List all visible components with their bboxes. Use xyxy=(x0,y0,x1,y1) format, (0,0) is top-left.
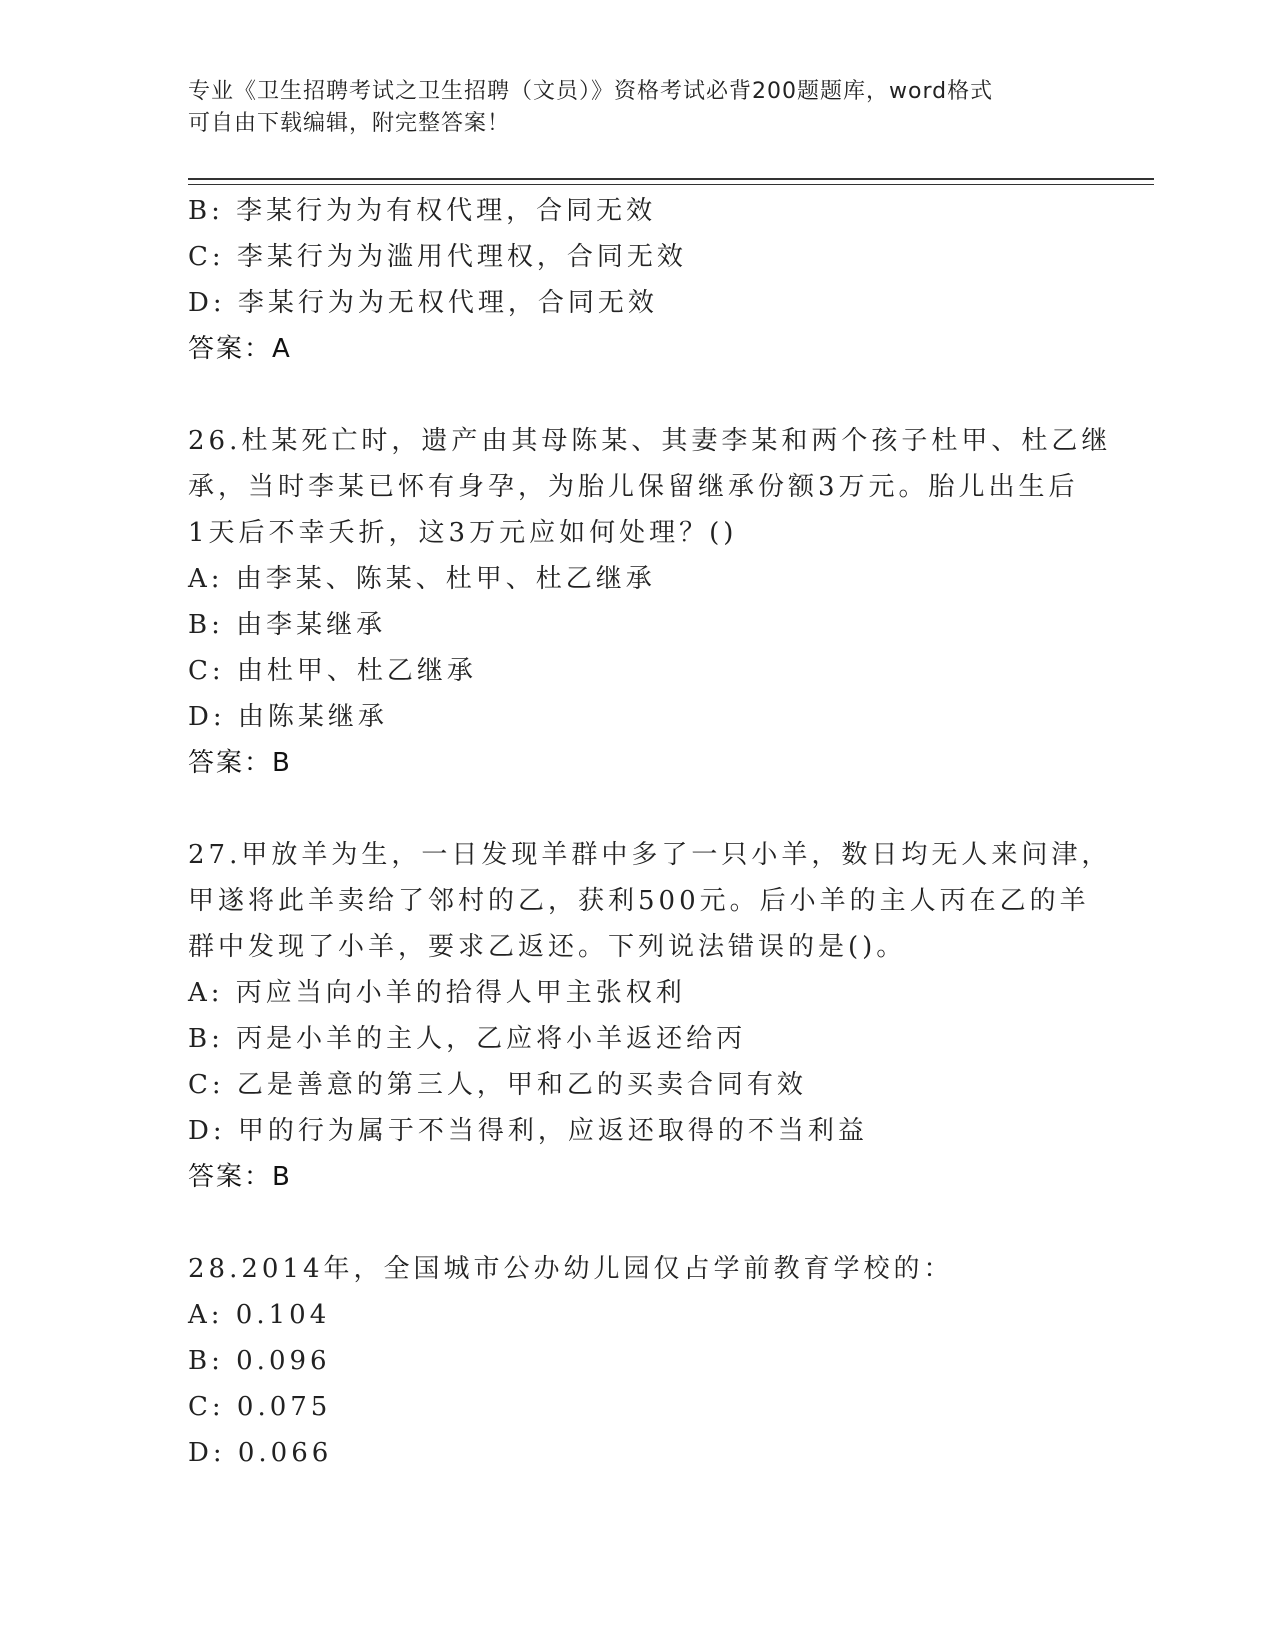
option-d: D: 0.066 xyxy=(188,1438,333,1468)
option-c: C: 李某行为为滥用代理权，合同无效 xyxy=(188,242,687,272)
spacer xyxy=(188,786,1088,832)
spacer xyxy=(188,372,1088,418)
option-c: C: 乙是善意的第三人，甲和乙的买卖合同有效 xyxy=(188,1070,807,1100)
question-26 xyxy=(188,418,1112,786)
option-b: B: 丙是小羊的主人，乙应将小羊返还给丙 xyxy=(188,1024,747,1054)
header-divider-thin xyxy=(188,184,1154,185)
option-b: B: 李某行为为有权代理，合同无效 xyxy=(188,196,657,226)
option-a: A: 0.104 xyxy=(188,1300,331,1330)
question-stem-line: 承，当时李某已怀有身孕，为胎儿保留继承份额3万元。胎儿出生后 xyxy=(188,472,1079,502)
question-stem-line: 1天后不幸夭折，这3万元应如何处理？() xyxy=(188,518,738,548)
question-stem-line: 28.2014年，全国城市公办幼儿园仅占学前教育学校的： xyxy=(188,1254,954,1284)
question-stem-line: 27.甲放羊为生，一日发现羊群中多了一只小羊，数日均无人来问津， xyxy=(188,840,1112,870)
document-header xyxy=(188,76,1088,140)
option-c: C: 由杜甲、杜乙继承 xyxy=(188,656,477,686)
spacer xyxy=(188,1200,1088,1246)
question-stem-line: 群中发现了小羊，要求乙返还。下列说法错误的是()。 xyxy=(188,932,907,962)
header-divider-thick xyxy=(188,178,1154,180)
option-a: A: 由李某、陈某、杜甲、杜乙继承 xyxy=(188,564,656,594)
answer-line: 答案：B xyxy=(188,1162,292,1192)
question-25 xyxy=(188,188,1088,372)
option-c: C: 0.075 xyxy=(188,1392,332,1422)
header-title-line-2: 可自由下载编辑，附完整答案！ xyxy=(188,111,511,136)
option-b: B: 由李某继承 xyxy=(188,610,387,640)
answer-line: 答案：B xyxy=(188,748,292,778)
question-28 xyxy=(188,1246,1088,1476)
question-stem-line: 26.杜某死亡时，遗产由其母陈某、其妻李某和两个孩子杜甲、杜乙继 xyxy=(188,426,1112,456)
answer-line: 答案：A xyxy=(188,334,292,364)
document-body xyxy=(188,188,1112,1476)
question-27 xyxy=(188,832,1112,1200)
option-d: D: 甲的行为属于不当得利，应返还取得的不当利益 xyxy=(188,1116,868,1146)
option-d: D: 由陈某继承 xyxy=(188,702,388,732)
option-d: D: 李某行为为无权代理，合同无效 xyxy=(188,288,658,318)
header-title-line-1: 专业《卫生招聘考试之卫生招聘（文员）》资格考试必背200题题库，word格式 xyxy=(188,79,994,104)
option-b: B: 0.096 xyxy=(188,1346,331,1376)
option-a: A: 丙应当向小羊的拾得人甲主张权利 xyxy=(188,978,686,1008)
question-stem-line: 甲遂将此羊卖给了邻村的乙，获利500元。后小羊的主人丙在乙的羊 xyxy=(188,886,1090,916)
